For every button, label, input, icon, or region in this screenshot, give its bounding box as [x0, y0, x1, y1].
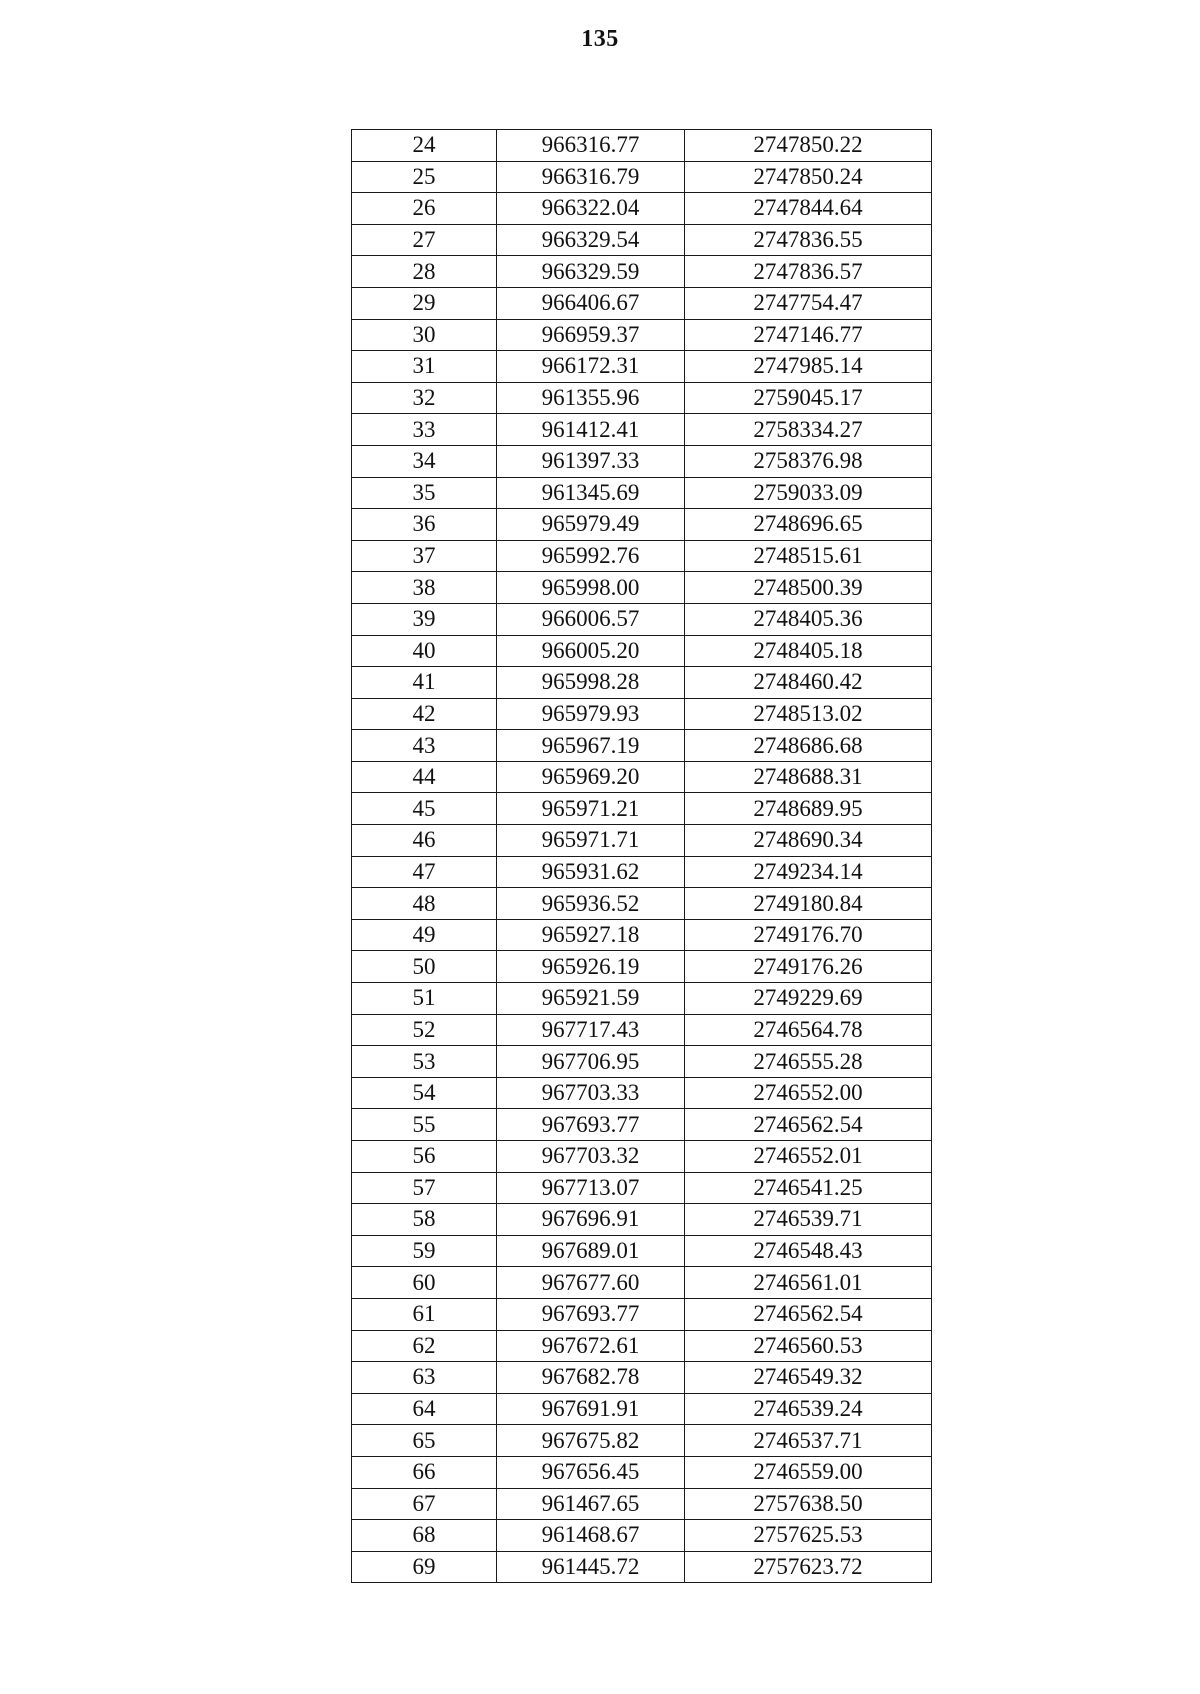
y-coordinate-cell: 2759045.17 [685, 382, 932, 414]
x-coordinate-cell: 961468.67 [497, 1520, 685, 1552]
x-coordinate-cell: 965921.59 [497, 983, 685, 1015]
y-coordinate-cell: 2746559.00 [685, 1456, 932, 1488]
x-coordinate-cell: 967696.91 [497, 1204, 685, 1236]
table-row [352, 540, 932, 572]
y-coordinate-cell: 2748686.68 [685, 730, 932, 762]
x-coordinate-cell: 967713.07 [497, 1172, 685, 1204]
point-number-cell: 31 [352, 351, 497, 383]
table-row [352, 130, 932, 162]
y-coordinate-cell: 2749229.69 [685, 983, 932, 1015]
point-number-cell: 51 [352, 983, 497, 1015]
point-number-cell: 64 [352, 1393, 497, 1425]
y-coordinate-cell: 2758376.98 [685, 445, 932, 477]
x-coordinate-cell: 961397.33 [497, 445, 685, 477]
table-row [352, 1109, 932, 1141]
table-row [352, 224, 932, 256]
table-row [352, 856, 932, 888]
table-row [352, 825, 932, 857]
table-row [352, 1014, 932, 1046]
x-coordinate-cell: 965979.49 [497, 509, 685, 541]
x-coordinate-cell: 965998.00 [497, 572, 685, 604]
y-coordinate-cell: 2749180.84 [685, 888, 932, 920]
x-coordinate-cell: 967656.45 [497, 1456, 685, 1488]
x-coordinate-cell: 961445.72 [497, 1551, 685, 1583]
point-number-cell: 58 [352, 1204, 497, 1236]
point-number-cell: 49 [352, 919, 497, 951]
x-coordinate-cell: 966172.31 [497, 351, 685, 383]
x-coordinate-cell: 967717.43 [497, 1014, 685, 1046]
y-coordinate-cell: 2746562.54 [685, 1298, 932, 1330]
table-row [352, 1141, 932, 1173]
table-row [352, 445, 932, 477]
table-row [352, 761, 932, 793]
x-coordinate-cell: 965971.71 [497, 825, 685, 857]
point-number-cell: 37 [352, 540, 497, 572]
point-number-cell: 68 [352, 1520, 497, 1552]
y-coordinate-cell: 2746552.00 [685, 1077, 932, 1109]
table-row [352, 1456, 932, 1488]
point-number-cell: 38 [352, 572, 497, 604]
point-number-cell: 53 [352, 1046, 497, 1078]
coordinates-table [351, 129, 932, 1583]
y-coordinate-cell: 2746537.71 [685, 1425, 932, 1457]
point-number-cell: 60 [352, 1267, 497, 1299]
y-coordinate-cell: 2748696.65 [685, 509, 932, 541]
x-coordinate-cell: 965969.20 [497, 761, 685, 793]
x-coordinate-cell: 967675.82 [497, 1425, 685, 1457]
x-coordinate-cell: 966959.37 [497, 319, 685, 351]
table-row [352, 1172, 932, 1204]
y-coordinate-cell: 2747836.57 [685, 256, 932, 288]
point-number-cell: 48 [352, 888, 497, 920]
point-number-cell: 47 [352, 856, 497, 888]
table-row [352, 1267, 932, 1299]
x-coordinate-cell: 965992.76 [497, 540, 685, 572]
table-row [352, 1551, 932, 1583]
point-number-cell: 24 [352, 130, 497, 162]
y-coordinate-cell: 2746539.71 [685, 1204, 932, 1236]
point-number-cell: 67 [352, 1488, 497, 1520]
y-coordinate-cell: 2748689.95 [685, 793, 932, 825]
y-coordinate-cell: 2757623.72 [685, 1551, 932, 1583]
y-coordinate-cell: 2747754.47 [685, 287, 932, 319]
table-row [352, 1204, 932, 1236]
point-number-cell: 57 [352, 1172, 497, 1204]
x-coordinate-cell: 966329.59 [497, 256, 685, 288]
y-coordinate-cell: 2748500.39 [685, 572, 932, 604]
x-coordinate-cell: 967677.60 [497, 1267, 685, 1299]
coordinates-table-body [352, 130, 932, 1583]
table-row [352, 256, 932, 288]
x-coordinate-cell: 965927.18 [497, 919, 685, 951]
page-number: 135 [581, 26, 619, 52]
x-coordinate-cell: 967693.77 [497, 1298, 685, 1330]
point-number-cell: 54 [352, 1077, 497, 1109]
point-number-cell: 33 [352, 414, 497, 446]
point-number-cell: 69 [352, 1551, 497, 1583]
point-number-cell: 55 [352, 1109, 497, 1141]
table-row [352, 572, 932, 604]
y-coordinate-cell: 2748513.02 [685, 698, 932, 730]
x-coordinate-cell: 966316.79 [497, 161, 685, 193]
x-coordinate-cell: 967689.01 [497, 1235, 685, 1267]
point-number-cell: 32 [352, 382, 497, 414]
table-row [352, 1046, 932, 1078]
table-row [352, 1298, 932, 1330]
table-row [352, 477, 932, 509]
y-coordinate-cell: 2748690.34 [685, 825, 932, 857]
x-coordinate-cell: 966329.54 [497, 224, 685, 256]
point-number-cell: 35 [352, 477, 497, 509]
x-coordinate-cell: 966005.20 [497, 635, 685, 667]
y-coordinate-cell: 2749176.70 [685, 919, 932, 951]
table-row [352, 1330, 932, 1362]
x-coordinate-cell: 965998.28 [497, 667, 685, 699]
table-row [352, 730, 932, 762]
x-coordinate-cell: 965926.19 [497, 951, 685, 983]
point-number-cell: 28 [352, 256, 497, 288]
x-coordinate-cell: 965936.52 [497, 888, 685, 920]
y-coordinate-cell: 2747850.22 [685, 130, 932, 162]
y-coordinate-cell: 2747985.14 [685, 351, 932, 383]
y-coordinate-cell: 2746564.78 [685, 1014, 932, 1046]
x-coordinate-cell: 967703.32 [497, 1141, 685, 1173]
point-number-cell: 62 [352, 1330, 497, 1362]
table-row [352, 667, 932, 699]
table-row [352, 319, 932, 351]
table-row [352, 919, 932, 951]
table-row [352, 698, 932, 730]
point-number-cell: 36 [352, 509, 497, 541]
x-coordinate-cell: 967706.95 [497, 1046, 685, 1078]
point-number-cell: 61 [352, 1298, 497, 1330]
point-number-cell: 65 [352, 1425, 497, 1457]
table-row [352, 1425, 932, 1457]
point-number-cell: 25 [352, 161, 497, 193]
point-number-cell: 50 [352, 951, 497, 983]
point-number-cell: 59 [352, 1235, 497, 1267]
point-number-cell: 40 [352, 635, 497, 667]
point-number-cell: 39 [352, 603, 497, 635]
table-row [352, 414, 932, 446]
point-number-cell: 63 [352, 1362, 497, 1394]
table-row [352, 382, 932, 414]
x-coordinate-cell: 961345.69 [497, 477, 685, 509]
table-row [352, 983, 932, 1015]
y-coordinate-cell: 2746539.24 [685, 1393, 932, 1425]
table-row [352, 603, 932, 635]
y-coordinate-cell: 2746561.01 [685, 1267, 932, 1299]
point-number-cell: 56 [352, 1141, 497, 1173]
point-number-cell: 45 [352, 793, 497, 825]
y-coordinate-cell: 2747850.24 [685, 161, 932, 193]
x-coordinate-cell: 965967.19 [497, 730, 685, 762]
x-coordinate-cell: 961355.96 [497, 382, 685, 414]
y-coordinate-cell: 2746549.32 [685, 1362, 932, 1394]
y-coordinate-cell: 2759033.09 [685, 477, 932, 509]
x-coordinate-cell: 967703.33 [497, 1077, 685, 1109]
y-coordinate-cell: 2748405.18 [685, 635, 932, 667]
y-coordinate-cell: 2748515.61 [685, 540, 932, 572]
point-number-cell: 30 [352, 319, 497, 351]
y-coordinate-cell: 2748405.36 [685, 603, 932, 635]
x-coordinate-cell: 967691.91 [497, 1393, 685, 1425]
x-coordinate-cell: 967693.77 [497, 1109, 685, 1141]
x-coordinate-cell: 966006.57 [497, 603, 685, 635]
point-number-cell: 27 [352, 224, 497, 256]
table-row [352, 951, 932, 983]
y-coordinate-cell: 2748460.42 [685, 667, 932, 699]
y-coordinate-cell: 2757625.53 [685, 1520, 932, 1552]
x-coordinate-cell: 965979.93 [497, 698, 685, 730]
point-number-cell: 46 [352, 825, 497, 857]
table-row [352, 287, 932, 319]
x-coordinate-cell: 965931.62 [497, 856, 685, 888]
table-row [352, 1488, 932, 1520]
y-coordinate-cell: 2758334.27 [685, 414, 932, 446]
x-coordinate-cell: 967672.61 [497, 1330, 685, 1362]
table-row [352, 888, 932, 920]
table-row [352, 351, 932, 383]
table-row [352, 1393, 932, 1425]
y-coordinate-cell: 2747836.55 [685, 224, 932, 256]
y-coordinate-cell: 2748688.31 [685, 761, 932, 793]
point-number-cell: 42 [352, 698, 497, 730]
table-row [352, 793, 932, 825]
y-coordinate-cell: 2746541.25 [685, 1172, 932, 1204]
x-coordinate-cell: 961467.65 [497, 1488, 685, 1520]
y-coordinate-cell: 2746560.53 [685, 1330, 932, 1362]
x-coordinate-cell: 961412.41 [497, 414, 685, 446]
point-number-cell: 34 [352, 445, 497, 477]
x-coordinate-cell: 967682.78 [497, 1362, 685, 1394]
table-row [352, 1362, 932, 1394]
point-number-cell: 29 [352, 287, 497, 319]
y-coordinate-cell: 2746552.01 [685, 1141, 932, 1173]
x-coordinate-cell: 966322.04 [497, 193, 685, 225]
x-coordinate-cell: 966406.67 [497, 287, 685, 319]
y-coordinate-cell: 2747146.77 [685, 319, 932, 351]
table-row [352, 635, 932, 667]
y-coordinate-cell: 2746562.54 [685, 1109, 932, 1141]
table-row [352, 161, 932, 193]
y-coordinate-cell: 2757638.50 [685, 1488, 932, 1520]
point-number-cell: 43 [352, 730, 497, 762]
y-coordinate-cell: 2749234.14 [685, 856, 932, 888]
y-coordinate-cell: 2746548.43 [685, 1235, 932, 1267]
coordinates-table-container [351, 129, 931, 1583]
table-row [352, 1077, 932, 1109]
table-row [352, 509, 932, 541]
x-coordinate-cell: 965971.21 [497, 793, 685, 825]
y-coordinate-cell: 2746555.28 [685, 1046, 932, 1078]
point-number-cell: 66 [352, 1456, 497, 1488]
table-row [352, 1520, 932, 1552]
table-row [352, 1235, 932, 1267]
table-row [352, 193, 932, 225]
x-coordinate-cell: 966316.77 [497, 130, 685, 162]
point-number-cell: 44 [352, 761, 497, 793]
y-coordinate-cell: 2749176.26 [685, 951, 932, 983]
point-number-cell: 52 [352, 1014, 497, 1046]
point-number-cell: 41 [352, 667, 497, 699]
y-coordinate-cell: 2747844.64 [685, 193, 932, 225]
point-number-cell: 26 [352, 193, 497, 225]
